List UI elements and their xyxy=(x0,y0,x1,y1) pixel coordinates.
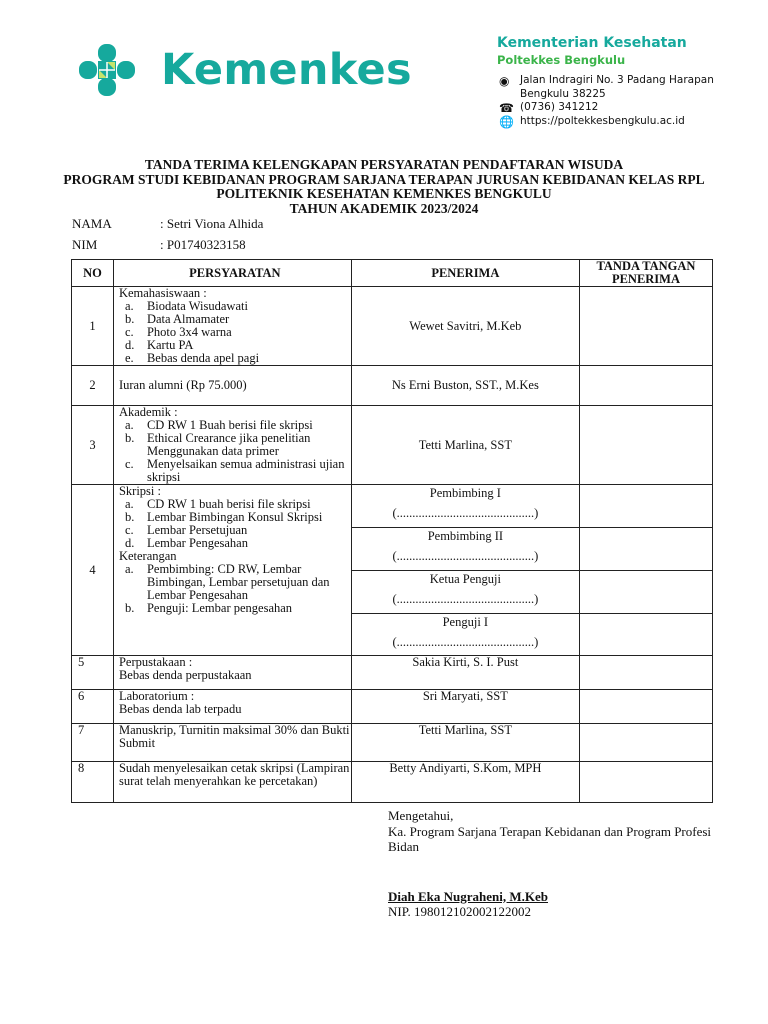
receiver-sub-cell: Pembimbing I (............................................) xyxy=(352,485,579,528)
title-line-4: TAHUN AKADEMIK 2023/2024 xyxy=(289,200,479,216)
list-item: c. Menyelsaikan semua administrasi ujian skripsi xyxy=(124,457,345,484)
name-label: NAMA xyxy=(72,216,112,231)
approval-name: Diah Eka Nugraheni, M.Keb xyxy=(388,888,548,904)
approval-block xyxy=(388,808,723,920)
list-item: b. Penguji: Lembar pengesahan xyxy=(124,601,293,615)
institution-name: Kementerian Kesehatan xyxy=(497,35,687,51)
globe-icon: 🌐 xyxy=(499,114,514,129)
requirement-cell: Perpustakaan : Bebas denda perpustakaan xyxy=(113,656,351,690)
signature-cell xyxy=(579,406,712,485)
signature-cell xyxy=(579,485,712,656)
signature-cell xyxy=(579,762,712,803)
receiver-sub-cell: Ketua Penguji (............................................) xyxy=(352,571,579,614)
col-ttd-header: TANDA TANGAN PENERIMA xyxy=(579,260,712,287)
table-row xyxy=(72,762,713,803)
name-value: : Setri Viona Alhida xyxy=(160,216,264,231)
col-no-header: NO xyxy=(72,260,114,287)
receiver-sub-cell: Pembimbing II (............................................) xyxy=(352,528,579,571)
requirement-cell: Sudah menyelesaikan cetak skripsi (Lampiran surat telah menyerahkan ke percetakan) xyxy=(113,762,351,803)
receiver-cell: Sri Maryati, SST xyxy=(351,690,579,724)
institution-sub: Poltekkes Bengkulu xyxy=(497,53,626,67)
list-item: c. Lembar Persetujuan xyxy=(124,523,248,537)
row-number: 2 xyxy=(72,366,114,406)
list-item: c. Photo 3x4 warna xyxy=(124,325,232,339)
requirement-cell: Kemahasiswaan : a. Biodata Wisudawati b. Data Almamater c. Photo 3x4 warna d. Kartu PA e. Bebas denda apel pagi xyxy=(113,287,351,366)
table-row xyxy=(72,406,713,485)
row-number: 5 xyxy=(72,656,114,690)
name-row xyxy=(72,216,263,232)
approval-nip: NIP. 198012102002122002 xyxy=(388,904,532,919)
list-item: d. Lembar Pengesahan xyxy=(124,536,248,550)
receiver-cell: Sakia Kirti, S. I. Pust xyxy=(351,656,579,690)
table-row xyxy=(72,656,713,690)
table-row xyxy=(72,724,713,762)
kemenkes-logo xyxy=(76,40,412,100)
kemenkes-emblem-icon xyxy=(76,40,148,100)
title-line-2: PROGRAM STUDI KEBIDANAN PROGRAM SARJANA TERAPAN JURUSAN KEBIDANAN KELAS RPL xyxy=(63,171,705,187)
col-req-header: PERSYARATAN xyxy=(113,260,351,287)
title-line-3: POLITEKNIK KESEHATAN KEMENKES BENGKULU xyxy=(216,186,552,201)
note-title: Keterangan xyxy=(118,549,177,563)
table-row xyxy=(72,485,713,656)
row-number: 1 xyxy=(72,287,114,366)
receiver-cell xyxy=(351,485,579,656)
document-title xyxy=(0,158,768,216)
table-header-row xyxy=(72,260,713,287)
kemenkes-wordmark: Kemenkes xyxy=(161,45,412,95)
list-item: a. CD RW 1 buah berisi file skripsi xyxy=(124,497,311,511)
approval-position: Ka. Program Sarjana Terapan Kebidanan dan Program Profesi Bidan xyxy=(388,823,712,854)
list-item: b. Lembar Bimbingan Konsul Skripsi xyxy=(124,510,323,524)
nim-label: NIM xyxy=(72,237,98,252)
title-line-1: TANDA TERIMA KELENGKAPAN PERSYARATAN PENDAFTARAN WISUDA xyxy=(144,157,624,172)
requirement-cell: Skripsi : a. CD RW 1 buah berisi file skripsi b. Lembar Bimbingan Konsul Skripsi c. Lembar Persetujuan d. Lembar Pengesahan Keterangan a. Pembimbing: CD RW, Lembar Bimbingan, Lembar persetujuan dan Lembar Pengesahan b. Penguji: Lembar pengesahan xyxy=(113,485,351,656)
receiver-cell: Tetti Marlina, SST xyxy=(351,406,579,485)
receiver-cell: Betty Andiyarti, S.Kom, MPH xyxy=(351,762,579,803)
list-item: b. Ethical Crearance jika penelitian Menggunakan data primer xyxy=(124,431,311,458)
table-row xyxy=(72,366,713,406)
table-row xyxy=(72,690,713,724)
signature-cell xyxy=(579,366,712,406)
location-pin-icon: ◉ xyxy=(499,74,510,88)
nim-value: : P01740323158 xyxy=(160,237,246,252)
list-item: a. CD RW 1 Buah berisi file skripsi xyxy=(124,418,313,432)
requirements-table xyxy=(71,259,713,803)
nim-row xyxy=(72,237,246,253)
list-item: e. Bebas denda apel pagi xyxy=(124,351,260,365)
col-pen-header: PENERIMA xyxy=(351,260,579,287)
signature-cell xyxy=(579,656,712,690)
phone-icon: ☎ xyxy=(499,101,514,115)
receiver-cell: Tetti Marlina, SST xyxy=(351,724,579,762)
requirement-cell: Akademik : a. CD RW 1 Buah berisi file skripsi b. Ethical Crearance jika penelitian Menggunakan data primer c. Menyelsaikan semua administrasi ujian skripsi xyxy=(113,406,351,485)
receiver-cell: Ns Erni Buston, SST., M.Kes xyxy=(351,366,579,406)
list-item: d. Kartu PA xyxy=(124,338,194,352)
list-item: b. Data Almamater xyxy=(124,312,230,326)
requirement-cell: Iuran alumni (Rp 75.000) xyxy=(113,366,351,406)
signature-cell xyxy=(579,690,712,724)
row-number: 4 xyxy=(72,485,114,656)
table-row xyxy=(72,287,713,366)
row-number: 6 xyxy=(72,690,114,724)
requirement-cell: Laboratorium : Bebas denda lab terpadu xyxy=(113,690,351,724)
phone: ☎ (0736) 341212 xyxy=(499,101,599,115)
list-item: a. Biodata Wisudawati xyxy=(124,299,248,313)
row-number: 8 xyxy=(72,762,114,803)
receiver-cell: Wewet Savitri, M.Keb xyxy=(351,287,579,366)
receiver-sub-cell: Penguji I (............................................) xyxy=(392,615,539,649)
approval-known: Mengetahui, xyxy=(388,808,454,823)
signature-cell xyxy=(579,724,712,762)
list-item: a. Pembimbing: CD RW, Lembar Bimbingan, Lembar persetujuan dan Lembar Pengesahan xyxy=(124,562,330,602)
row-number: 7 xyxy=(72,724,114,762)
website: 🌐 https://poltekkesbengkulu.ac.id xyxy=(499,114,685,129)
requirement-cell: Manuskrip, Turnitin maksimal 30% dan Bukti Submit xyxy=(113,724,351,762)
address: ◉ Jalan Indragiri No. 3 Padang Harapan Bengkulu 38225 xyxy=(499,74,714,100)
signature-cell xyxy=(579,287,712,366)
institution-block xyxy=(497,34,757,128)
row-number: 3 xyxy=(72,406,114,485)
